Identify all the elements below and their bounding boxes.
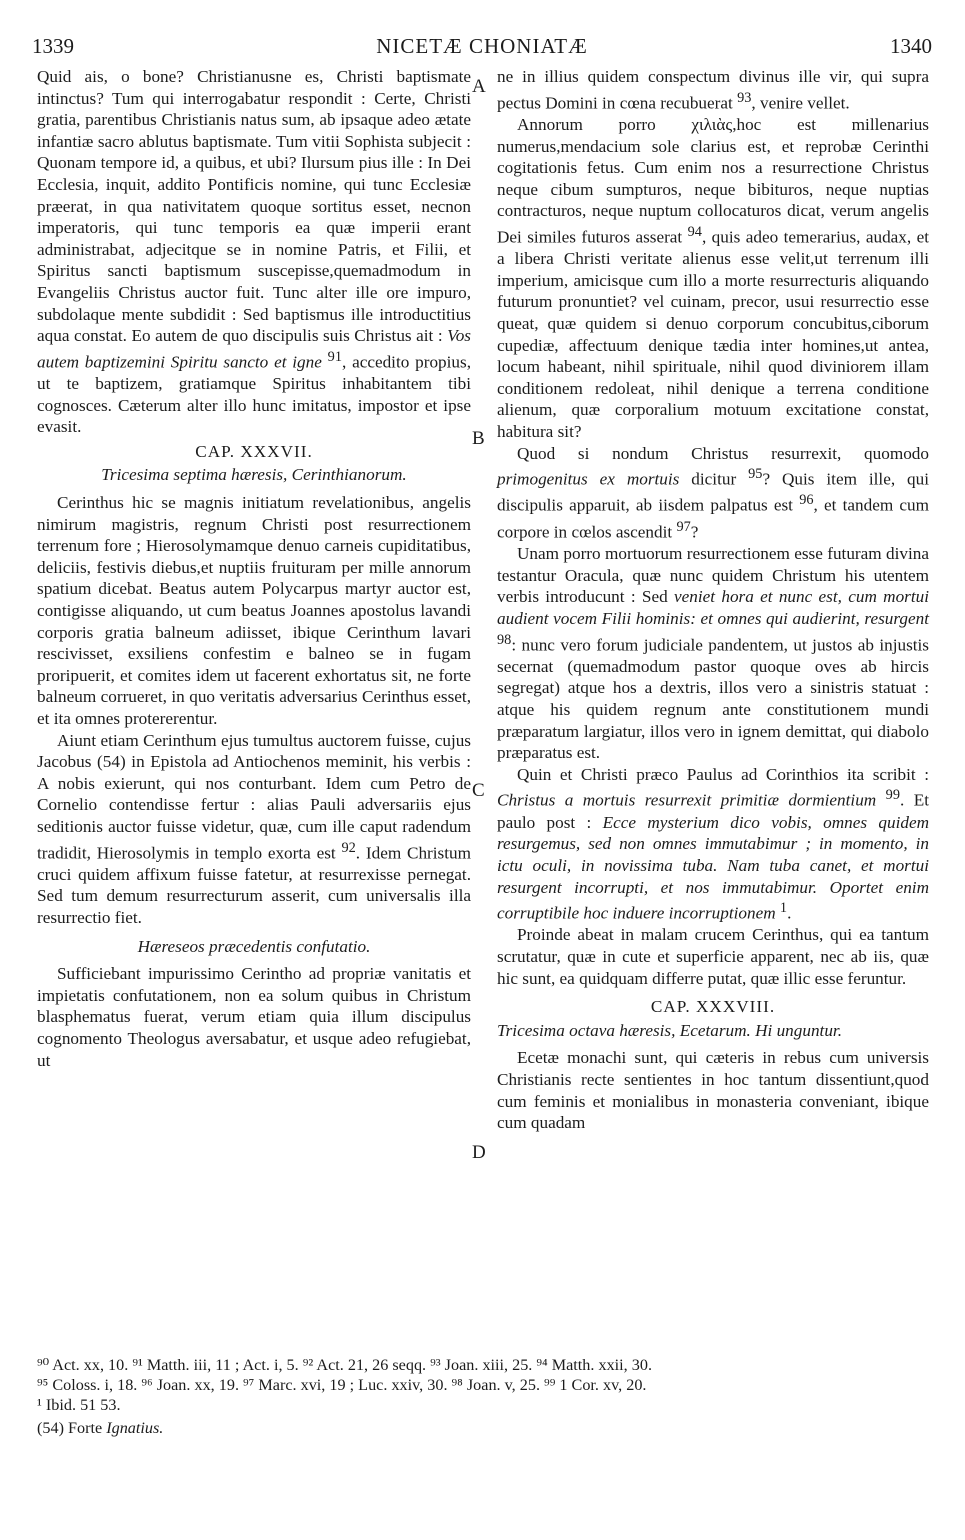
- paragraph: Unam porro mortuorum resurrectionem esse futuram divina testantur Oracula, quæ nunc quidem Christum his utentem verbis introducunt : Sed veniet hora et nunc est, cum mortui audient vocem Filii hominis: et omnes qui audierint, resurgent $^{98}$: nunc vero forum judiciale pandentem, ut justos ab injustis secernat (quemadmodum pastor quoque oves ab hircis segregat) atque hos a dextris, illos vero a sinistris statuat : atque his quidem regnum ante constitutionem mundi præparatum largiatur, illos vero in ignem demittat, qui diabolo præparatus est.: [497, 544, 929, 763]
- footnote-ref: 91: [327, 348, 342, 365]
- footnote-ref: 96: [799, 492, 814, 509]
- section-heading: Hæreseos præcedentis confutatio.: [137, 936, 371, 956]
- paragraph: Aiunt etiam Cerinthum ejus tumultus auctorem fuisse, cujus Jacobus (54) in Epistola ad Antiochenos meminit, his verbis : A nobis exierunt, qui nos conturbant. Idem cum Petro de Cornelio contendisse fertur : alias Pauli adversariis ejus seditionis auctor fuisse videtur, quæ, cum ille caput radendum tradidit, Hierosolymis in templo exorta est $^{92}$. Idem Christum cruci quidem affixum fuisse fatetur, at resurrexisse pernegat. Sed tum demum resurrecturum asserit, cum universalis illa resurrectio fiet.: [37, 730, 471, 928]
- scripture-quote: veniet hora et nunc est, cum mortui audient vocem Filii hominis: et omnes qui audierint, resurgent: [497, 587, 929, 628]
- footnote-ref: 97: [676, 518, 691, 535]
- scripture-quote: Ecce mysterium dico vobis, omnes quidem resurgemus, sed non omnes immutabimur ; in momento, in ictu oculi, in novissima tuba. Nam tuba canet, et mortui resurgent incorrupti, et nos immutabimur. Oportet enim corruptibile hoc induere incorruptionem: [497, 812, 930, 923]
- right-column: [497, 66, 929, 1134]
- chapter-subtitle: Tricesima septima hæresis, Cerinthianorum.: [101, 465, 407, 485]
- footnote-line: ¹ Ibid. 51 53.: [37, 1396, 121, 1414]
- page-header: [32, 34, 932, 62]
- chapter-heading: CAP. XXXVIII.: [650, 997, 776, 1017]
- scripture-quote: primogenitus ex mortuis: [497, 469, 680, 489]
- chapter-heading: CAP. XXXVII.: [195, 441, 313, 461]
- running-title: NICETÆ CHONIATÆ: [376, 34, 588, 58]
- paragraph: ne in illius quidem conspectum divinus ille vir, qui supra pectus Domini in cœna recubuerat $^{93}$, venire vellet.: [497, 67, 929, 113]
- footnote-ref: 95: [748, 466, 763, 483]
- margin-letter: C: [472, 780, 485, 801]
- footnote-line: ⁹⁰ Act. xx, 10. ⁹¹ Matth. iii, 11 ; Act. i, 5. ⁹² Act. 21, 26 seqq. ⁹³ Joan. xiii, 25. ⁹⁴ Matth. xxii, 30.: [37, 1356, 653, 1374]
- paragraph: Ecetæ monachi sunt, qui cæteris in rebus cum universis Christianis recte sentientes in hoc tantum dissentiunt,quod cum feminis et monialibus in monasteria conveniant, ibique cum quadam: [497, 1048, 929, 1133]
- footnote-ref: 1: [779, 900, 788, 917]
- footnote-ref: 92: [341, 839, 356, 856]
- scripture-quote: Christus a mortuis resurrexit primitiæ dormientium: [497, 791, 877, 811]
- footnote-ref: 93: [737, 89, 752, 106]
- footnote-ref: 98: [497, 631, 512, 648]
- page-number-right: 1340: [890, 34, 932, 58]
- footnote-line: ⁹⁵ Coloss. i, 18. ⁹⁶ Joan. xx, 19. ⁹⁷ Marc. xvi, 19 ; Luc. xxiv, 30. ⁹⁸ Joan. v, 25. ⁹⁹ 1 Cor. xv, 20.: [37, 1376, 647, 1394]
- paragraph: Annorum porro χιλιὰς,hoc est millenarius numerus,mendacium sole clarius est, et reprobæ Cerinthi cogitationis fetus. Cum enim nos a resurrectione Christus neque cibum sumpturos, neque bibituros, neque nuptias contracturos, neque nuptum collocaturos dicat, verum angelis Dei similes futuros asserat $^{94}$, quis adeo temerarius, audax, et a libera Christi veritate alienus esse velit,ut terrenum illi imperium, amicisque cum illo a morte resurrecturis aliquando futurum pronuntiet? vel cuinam, precor, usui resurrectio esse queat, quæ quidem si denuo corporum concubitus,ciborum cupediæ, affectuum denique tædia inter homines,ut antea, locum habeant, nihil spirituale, nihil quod diviniorem illam conditionem redoleat, nihil denique a terrena conditione alienum, quæ corporalium motuum excitatione constat, habitura sit?: [497, 114, 929, 441]
- paragraph: Quin et Christi præco Paulus ad Corinthios ita scribit : Christus a mortuis resurrexit primitiæ dormientium $^{99}$. Et paulo post : Ecce mysterium dico vobis, omnes quidem resurgemus, sed non omnes immutabimur ; in momento, in ictu oculi, in novissima tuba. Nam tuba canet, et mortui resurgent incorrupti, et nos immutabimur. Oportet enim corruptibile hoc induere incorruptionem $^1$.: [497, 764, 930, 923]
- page-number-left: 1339: [32, 34, 74, 58]
- scripture-quote: Vos autem baptizemini Spiritu sancto et igne: [37, 326, 471, 372]
- paragraph: Quod si nondum Christus resurrexit, quomodo primogenitus ex mortuis dicitur $^{95}$? Quis item ille, qui discipulis apparuit, ab iisdem palpatus est $^{96}$, et tandem cum corpore in cœlos ascendit $^{97}$?: [497, 443, 930, 542]
- margin-letter: D: [472, 1142, 486, 1163]
- margin-letter: B: [472, 428, 485, 449]
- footnote-ref: 99: [885, 787, 900, 804]
- left-column: [37, 66, 471, 1071]
- margin-letter: A: [472, 76, 486, 97]
- paragraph: Proinde abeat in malam crucem Cerinthus, qui ea tantum scrutatur, quæ in cute et superficie apparent, nec ab iis, quæ hic sunt, ea quidquam differre putat, quæ illic esse feruntur.: [497, 925, 929, 988]
- editor-note: (54) Forte Ignatius.: [37, 1419, 164, 1437]
- footnote-ref: 94: [687, 223, 702, 240]
- paragraph: Quid ais, o bone? Christianusne es, Christi baptismate intinctus? Tum qui interrogabatur respondit : Certe, Christi gratia, parentibus Christianis natus sum, ab ipsaque adeo ætate infantiæ sacro ablutus baptismate. Tum vitii Sophista subjecit : Quonam tempore id, a quibus, et ubi? Ilursum pius ille : In Dei Ecclesia, inquit, addito Pontificis nomine, qui tunc Ecclesiæ præerat, in qua nativitatem quoque sortitus esset, necnon imperatoris, qui tunc temporis ea quæ imperii erant administrabat, adjecitque se in nomine Patris, et Filii, et Spiritus sancti baptismum suscepisse,quemadmodum in Evangeliis Christus auctor fuit. Tunc alter ille ore impuro, subdolaque mente subdidit : Sed baptismus ille introductitius aqua constat. Eo autem de quo discipulis suis Christus ait : Vos autem baptizemini Spiritu sancto et igne $^{91}$, accedito propius, ut te baptizem, gratiamque Spiritus inhabitantem tibi cognosces. Cæterum alter illo hunc imitatus, impostor et ipse evasit.: [37, 67, 471, 437]
- paragraph: Sufficiebant impurissimo Cerintho ad propriæ vanitatis et impietatis confutationem, non ea solum quibus in Christum blasphematus fuerat, verum etiam quia illum discipulus cognomento Theologus aversabatur, et usque adeo refugiebat, ut: [37, 964, 471, 1070]
- chapter-subtitle: Tricesima octava hæresis, Ecetarum. Hi unguntur.: [497, 1020, 843, 1040]
- paragraph: Cerinthus hic se magnis initiatum revelationibus, angelis nimirum magistris, regnum Christi post resurrectionem terrenum fore ; Hierosolymamque denuo carneis cupiditatibus, deliciis, festivis diebus,et nuptiis fruituram per mille annorum spatium dicebat. Beatus autem Polycarpus martyr auctor est, contigisse aliquando, ut cum beatus Joannes apostolus lavandi corporis gratia balneum adiisset, ibique Cerinthum lavari rescivisset, exsiliens confestim e balneo se in fugam proripuerit, et comites idem ut facerent exhortatus sit, ne forte balneum corrueret, in quo veritatis adversarius Cerinthus esset, et ita omnes protererentur.: [37, 493, 471, 728]
